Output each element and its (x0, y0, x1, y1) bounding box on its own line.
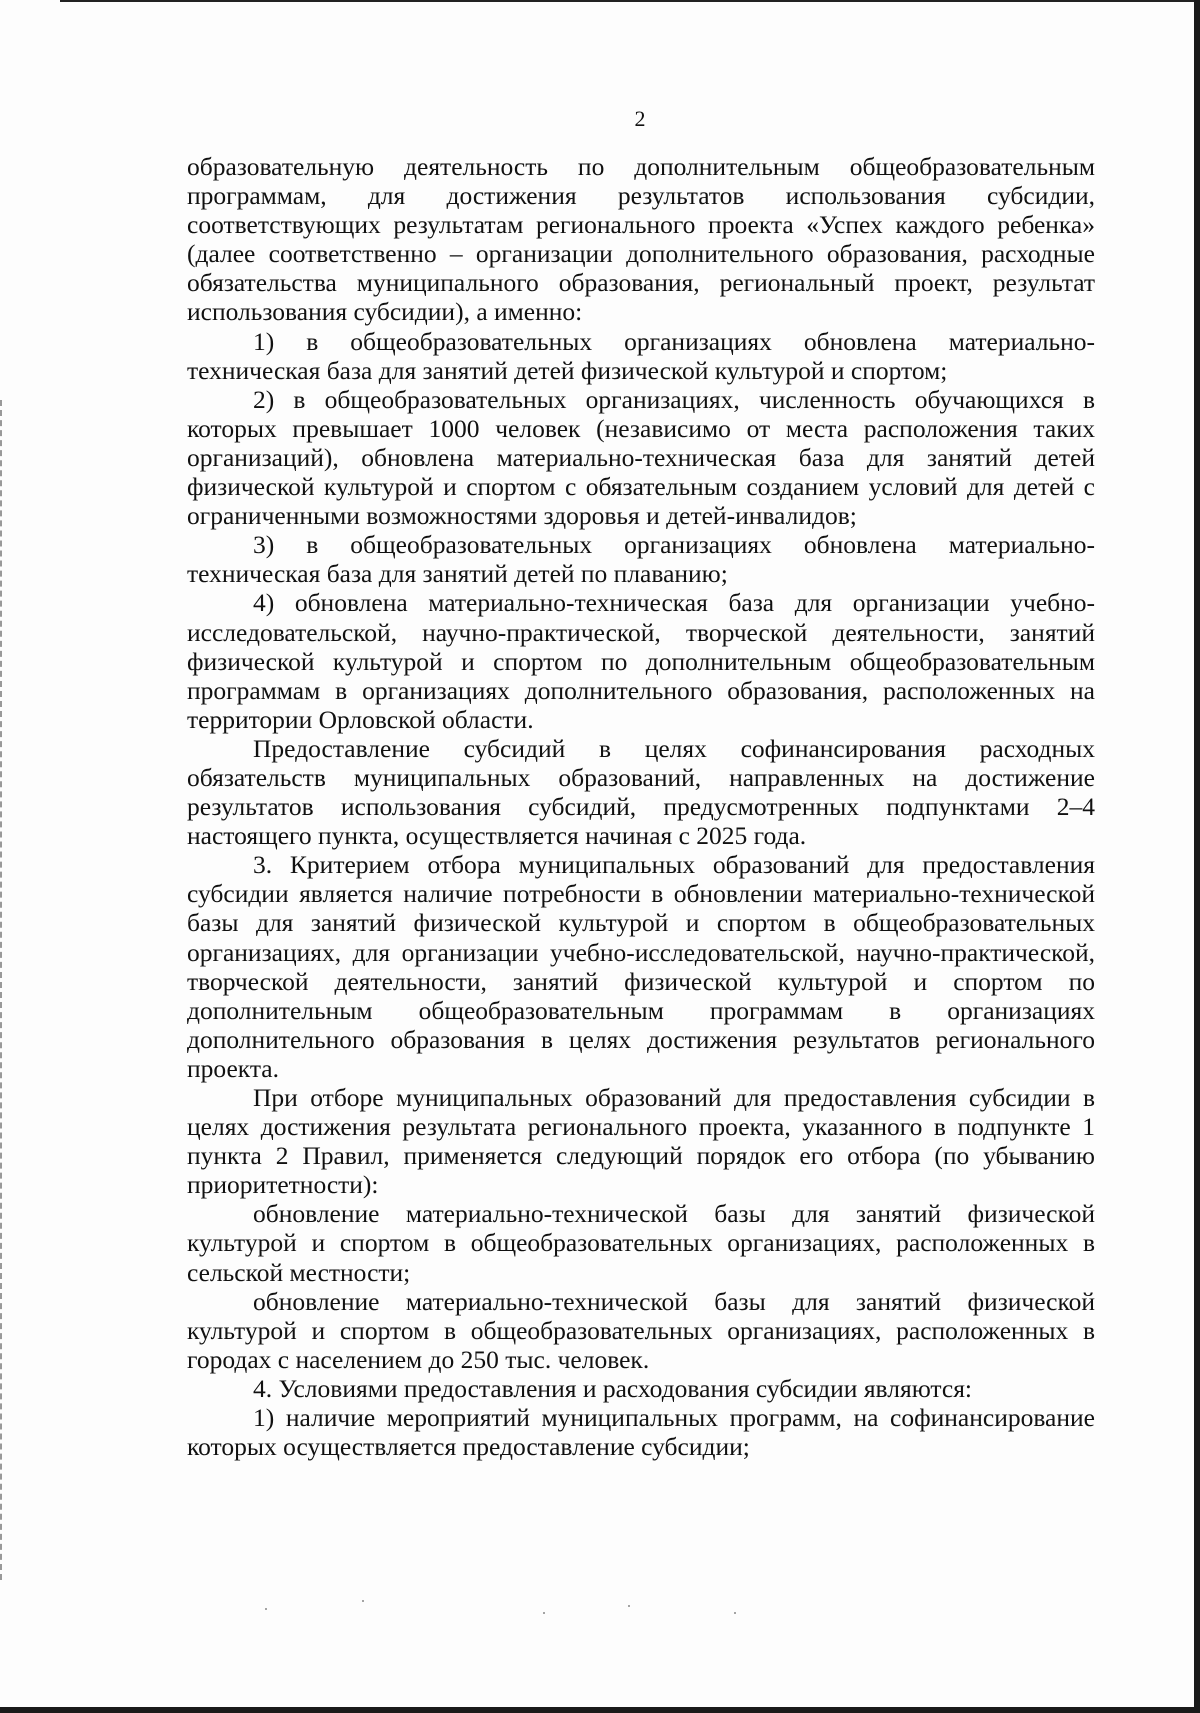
scan-left-marks (0, 400, 5, 1580)
paragraph-selection-order: При отборе муниципальных образований для предоставления субсидии в целях достижения результата регионального проекта, указанного в подпункте 1 пункта 2 Правил, применяется следующий порядок его отбора (по убыванию приоритетности): (187, 1083, 1095, 1200)
scan-top-border (60, 0, 1200, 2)
scan-speck (362, 1600, 364, 1602)
list-item-1: 1) в общеобразовательных организациях обновлена материально-техническая база для занятий детей физической культурой и спортом; (187, 326, 1095, 385)
paragraph-intro: образовательную деятельность по дополнительным общеобразовательным программам, для достижения результатов использования субсидии, соответствующих результатам регионального проекта «Успех каждого ребенка» (далее соответственно – организации дополнительного образования, расходные обязательства муниципального образования, региональный проект, результат использования субсидии), а именно: (187, 152, 1095, 327)
scan-bottom-border (0, 1707, 1200, 1713)
section-4-conditions: 4. Условиями предоставления и расходования субсидии являются: (253, 1373, 973, 1403)
scan-speck (628, 1605, 630, 1607)
page-number: 2 (634, 106, 646, 131)
scan-speck (543, 1612, 545, 1614)
paragraph-provision: Предоставление субсидий в целях софинансирования расходных обязательств муниципальных образований, направленных на достижение результатов использования субсидий, предусмотренных подпунктами 2–4 настоящего пункта, осуществляется начиная с 2025 года. (187, 733, 1095, 851)
priority-item-rural: обновление материально-технической базы для занятий физической культурой и спортом в общеобразовательных организациях, расположенных в сельской местности; (187, 1199, 1095, 1287)
section-3-criterion: 3. Критерием отбора муниципальных образований для предоставления субсидии является наличие потребности в обновлении материально-технической базы для занятий физической культурой и спортом в общеобразовательных организациях, для организации учебно-исследовательской, научно-практической, творческой деятельности, занятий физической культурой и спортом по дополнительным общеобразовательным программам в организациях дополнительного образования в целях достижения результатов регионального проекта. (187, 850, 1095, 1083)
list-item-2: 2) в общеобразовательных организациях, численность обучающихся в которых превышает 1000 человек (независимо от места расположения таких организаций), обновлена материально-техническая база для занятий детей физической культурой и спортом с обязательным созданием условий для детей с ограниченными возможностями здоровья и детей-инвалидов; (187, 384, 1095, 531)
scan-speck (734, 1612, 736, 1614)
list-item-3: 3) в общеобразовательных организациях обновлена материально-техническая база для занятий детей по плаванию; (187, 530, 1095, 589)
condition-item-1: 1) наличие мероприятий муниципальных программ, на софинансирование которых осуществляется предоставление субсидии; (187, 1403, 1095, 1462)
document-body (187, 152, 1095, 1461)
list-item-4: 4) обновлена материально-техническая база для организации учебно-исследовательской, научно-практической, творческой деятельности, занятий физической культурой и спортом по дополнительным общеобразовательным программам в организациях дополнительного образования, расположенных на территории Орловской области. (187, 588, 1095, 734)
scan-speck (265, 1608, 267, 1610)
scan-right-border (1194, 0, 1200, 1713)
priority-item-cities: обновление материально-технической базы для занятий физической культурой и спортом в общеобразовательных организациях, расположенных в городах с населением до 250 тыс. человек. (187, 1286, 1095, 1374)
